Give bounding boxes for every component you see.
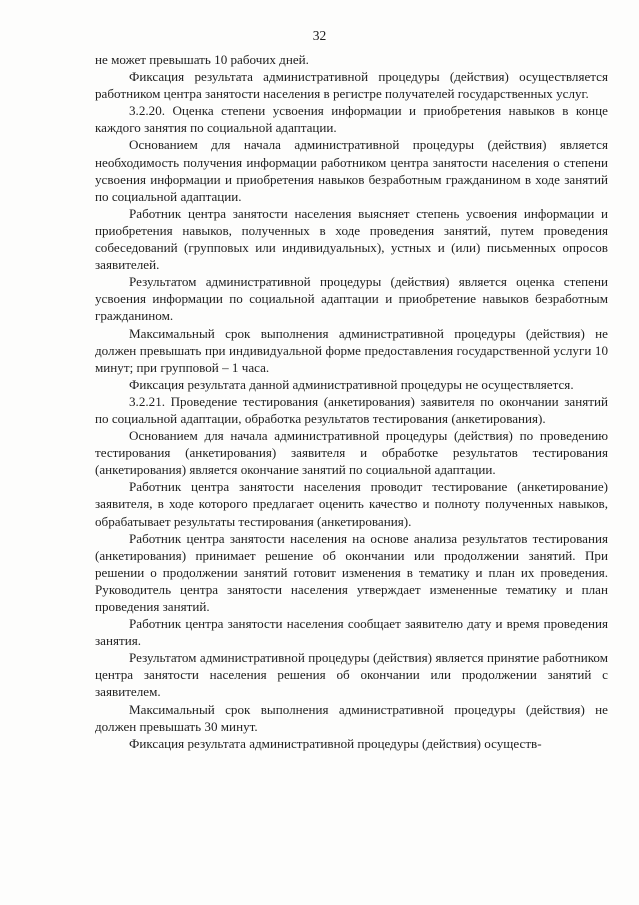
section-heading-3-2-21: 3.2.21. Проведение тестирования (анкетирования) заявителя по окончании занятий по социальной адаптации, обработка результатов тестирования (анкетирования).: [95, 393, 608, 426]
paragraph: Максимальный срок выполнения административной процедуры (действия) не должен превышать 30 минут.: [95, 701, 608, 734]
paragraph-continuation: не может превышать 10 рабочих дней.: [95, 52, 309, 67]
paragraph: Работник центра занятости населения выясняет степень усвоения информации и приобретения навыков, полученных в ходе проведения занятий, путем проведения собеседований (групповых или индивидуальных), устных и (или) письменных опросов заявителей.: [95, 205, 608, 273]
paragraph: Работник центра занятости населения проводит тестирование (анкетирование) заявителя, в ходе которого предлагает оценить качество и полноту полученных навыков, обрабатывает результаты тестирования (анкетирования).: [95, 479, 608, 529]
paragraph: Работник центра занятости населения сообщает заявителю дату и время проведения занятия.: [95, 616, 608, 649]
paragraph: Работник центра занятости населения на основе анализа результатов тестирования (анкетирования) принимает решение об окончании или продолжении занятий. При решении о продолжении занятий готовит изменения в тематику и план их проведения. Руководитель центра занятости населения утверждает измененные тематику и план проведения занятий.: [95, 530, 608, 614]
document-body: [95, 51, 608, 752]
paragraph: Основанием для начала административной процедуры (действия) по проведению тестирования (анкетирования) заявителя и обработке результатов тестирования (анкетирования) является окончание занятий по социальной адаптации.: [95, 428, 608, 478]
section-heading-3-2-20: 3.2.20. Оценка степени усвоения информации и приобретения навыков в конце каждого занятия по социальной адаптации.: [95, 103, 608, 136]
paragraph: Результатом административной процедуры (действия) является оценка степени усвоения информации по социальной адаптации и приобретение навыков безработным гражданином.: [95, 274, 608, 324]
paragraph: Основанием для начала административной процедуры (действия) является необходимость получения информации работником центра занятости населения о степени усвоения информации и приобретения навыков безработным гражданином в ходе занятий по социальной адаптации.: [95, 137, 608, 204]
paragraph: Результатом административной процедуры (действия) является принятие работником центра занятости населения решения об окончании или продолжении занятий с заявителем.: [95, 650, 608, 700]
paragraph: Фиксация результата административной процедуры (действия) осуществляется работником центра занятости населения в регистре получателей государственных услуг.: [95, 69, 608, 102]
paragraph: Фиксация результата данной административной процедуры не осуществляется.: [129, 376, 574, 392]
page-number: 32: [312, 28, 327, 43]
paragraph: Максимальный срок выполнения административной процедуры (действия) не должен превышать при индивидуальной форме предоставления государственной услуги 10 минут; при групповой – 1 часа.: [95, 325, 608, 375]
paragraph-continues: Фиксация результата административной процедуры (действия) осуществ-: [129, 735, 542, 751]
